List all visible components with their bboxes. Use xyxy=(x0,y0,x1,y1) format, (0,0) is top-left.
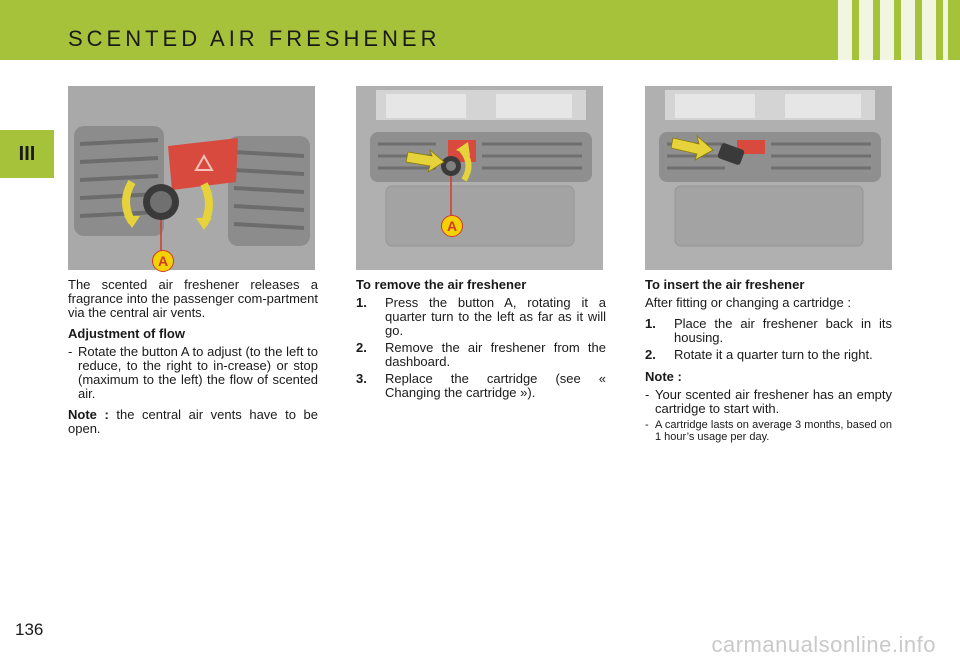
list-item-text: Your scented air freshener has an empty cartridge to start with. xyxy=(655,387,892,416)
note-label: Note : xyxy=(68,407,109,422)
list-item xyxy=(645,419,892,443)
section-heading: Adjustment of flow xyxy=(68,326,185,341)
page-title: SCENTED AIR FRESHENER xyxy=(68,26,441,51)
list-item-text: Press the button A, rotating it a quarter turn to the left as far as it will go. xyxy=(385,295,606,338)
header-stripe xyxy=(838,0,852,60)
intro-text: The scented air freshener releases a fragrance into the passenger com-partment via the central air vents. xyxy=(68,277,318,320)
page-number: 136 xyxy=(15,620,44,639)
list-item-text: Rotate it a quarter turn to the right. xyxy=(674,347,873,362)
list-item-text: Remove the air freshener from the dashboard. xyxy=(385,340,606,369)
list-number: 2. xyxy=(356,340,367,355)
column-insert xyxy=(645,278,892,446)
dashboard-illustration-3 xyxy=(645,86,892,270)
list-item xyxy=(356,372,606,400)
list-item xyxy=(356,296,606,338)
list-item xyxy=(645,388,892,416)
list-number: 1. xyxy=(356,295,367,310)
list-item xyxy=(645,348,892,362)
dashboard-illustration-1 xyxy=(68,86,315,270)
header-stripe xyxy=(901,0,915,60)
page-header xyxy=(0,0,960,60)
label-a-badge: A xyxy=(441,215,463,237)
section-heading: To insert the air freshener xyxy=(645,277,805,292)
header-stripe xyxy=(943,0,948,60)
photo-insert xyxy=(645,86,892,270)
photo-adjustment xyxy=(68,86,315,270)
note-body: the central air vents have to be open. xyxy=(68,407,318,436)
list-item xyxy=(356,341,606,369)
photo-remove xyxy=(356,86,603,270)
header-stripe xyxy=(880,0,894,60)
list-dash: - xyxy=(68,344,73,359)
list-item-text: Rotate the button A to adjust (to the left to reduce, to the right to in-crease) or stop (maximum to the left) the flow of scented air. xyxy=(78,344,318,401)
list-number: 2. xyxy=(645,347,656,362)
dashboard-illustration-2 xyxy=(356,86,603,270)
list-dash: - xyxy=(645,419,649,431)
header-stripes xyxy=(838,0,948,60)
list-item-text: Place the air freshener back in its housing. xyxy=(674,316,892,345)
watermark: carmanualsonline.info xyxy=(711,632,936,657)
list-item-text: Replace the cartridge (see « Changing the cartridge »). xyxy=(385,371,606,400)
header-stripe xyxy=(859,0,873,60)
list-number: 3. xyxy=(356,371,367,386)
column-adjustment xyxy=(68,278,318,443)
list-item-text: A cartridge lasts on average 3 months, based on 1 hour’s usage per day. xyxy=(655,419,892,443)
label-a-badge: A xyxy=(152,250,174,272)
chapter-tab: III xyxy=(0,130,54,178)
list-dash: - xyxy=(645,387,650,402)
note-heading: Note : xyxy=(645,369,682,384)
list-item xyxy=(645,317,892,345)
header-stripe xyxy=(922,0,936,60)
list-item xyxy=(68,345,318,401)
intro-text: After fitting or changing a cartridge : xyxy=(645,295,851,310)
list-number: 1. xyxy=(645,316,656,331)
note-text xyxy=(68,408,318,436)
column-remove xyxy=(356,278,606,403)
section-heading: To remove the air freshener xyxy=(356,277,527,292)
